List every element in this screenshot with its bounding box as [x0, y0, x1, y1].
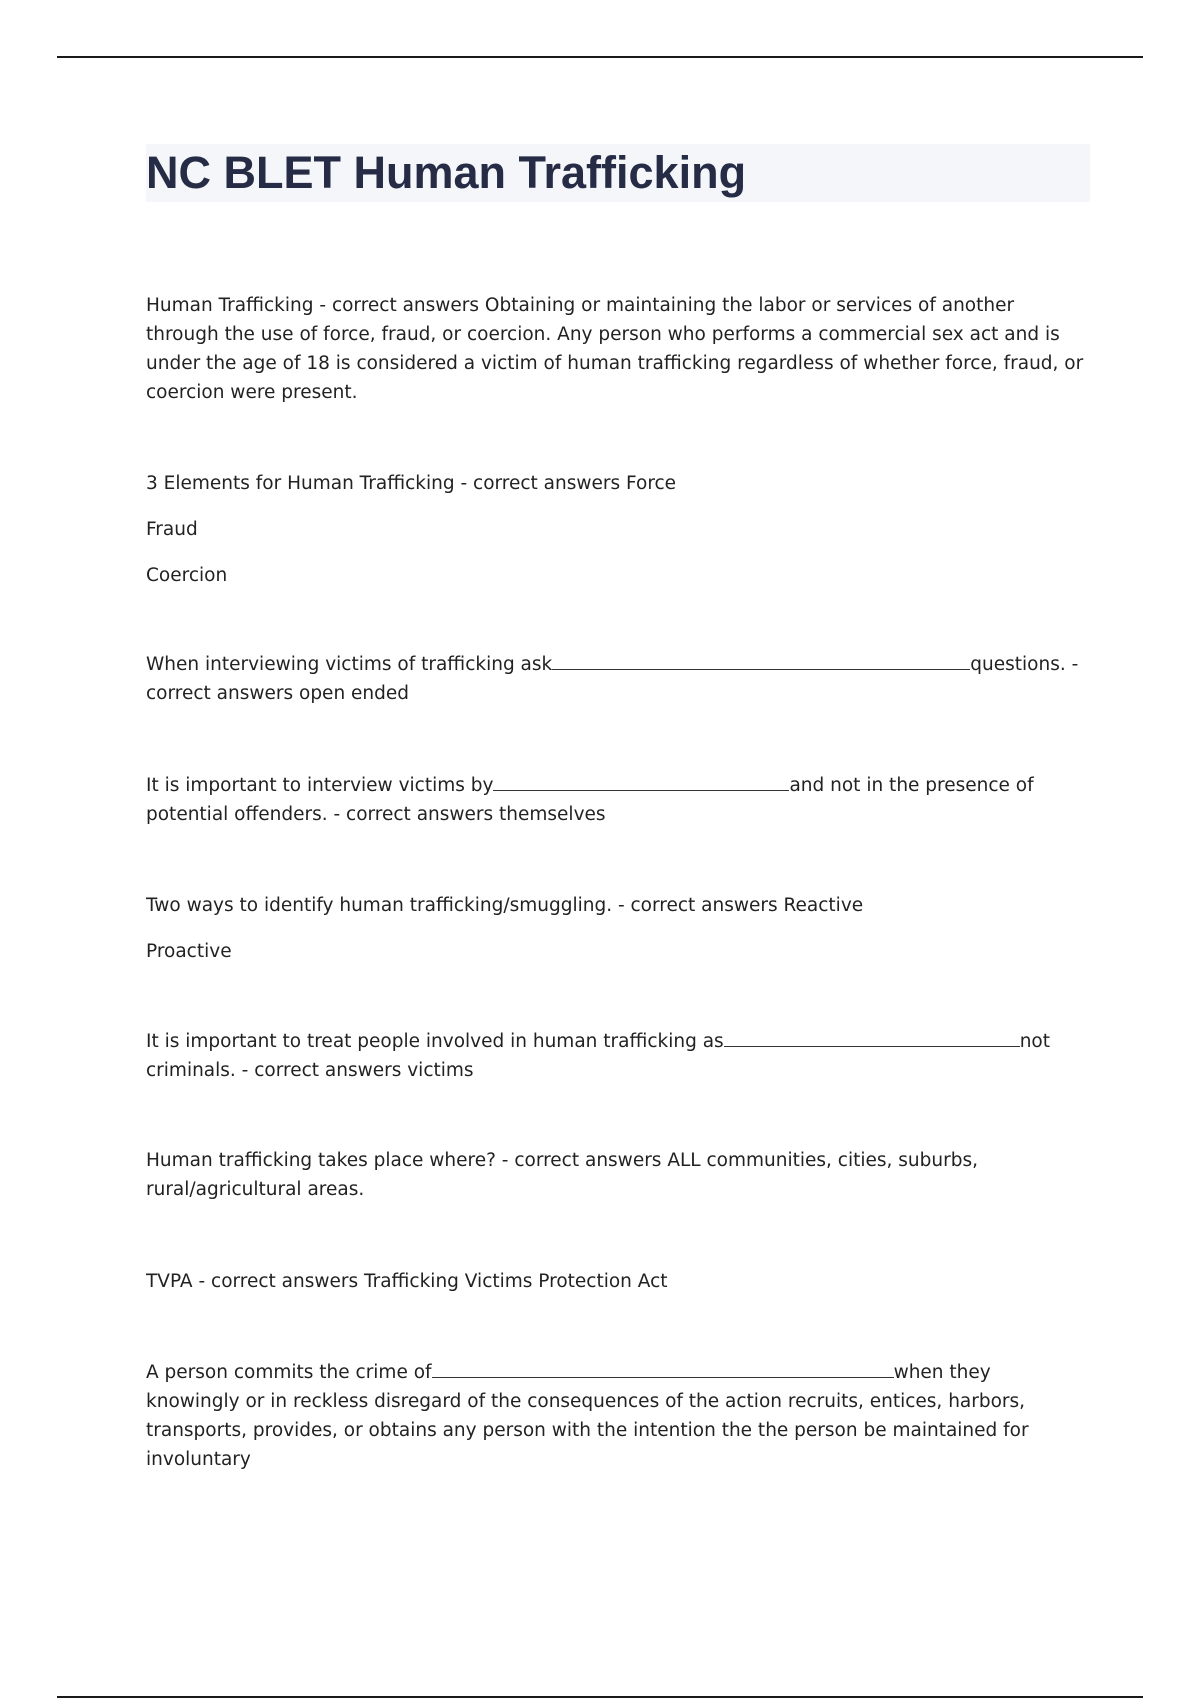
qa-text-before: A person commits the crime of	[146, 1362, 432, 1383]
qa-text: TVPA - correct answers Trafficking Victims Protection Act	[146, 1271, 668, 1292]
qa-extra-line: Coercion	[146, 565, 228, 586]
qa-item	[146, 291, 1090, 407]
qa-text: Two ways to identify human trafficking/smuggling. - correct answers Reactive	[146, 895, 864, 916]
qa-text-after: and not in the presence of potential offenders. - correct answers themselves	[146, 775, 1034, 825]
qa-item	[146, 1146, 1090, 1204]
qa-item	[146, 771, 1090, 829]
qa-text: Human trafficking takes place where? - correct answers ALL communities, cities, suburbs, rural/agricultural areas.	[146, 1150, 978, 1200]
qa-item	[146, 1027, 1090, 1085]
qa-text-after: not criminals. - correct answers victims	[146, 1031, 1051, 1081]
answer-blank	[724, 1045, 1020, 1047]
qa-text	[146, 650, 1090, 708]
qa-item	[146, 1358, 1090, 1474]
qa-text	[146, 1358, 1090, 1474]
qa-text: 3 Elements for Human Trafficking - correct answers Force	[146, 473, 677, 494]
document-title: NC BLET Human Trafficking	[146, 147, 747, 198]
qa-extra-line: Fraud	[146, 519, 198, 540]
qa-text-after: when they knowingly or in reckless disregard of the consequences of the action recruits, entices, harbors, transports, provides, or obtains any person with the intention the the person be maintained for involuntary	[146, 1362, 1029, 1470]
qa-text-before: It is important to interview victims by	[146, 775, 494, 796]
bottom-rule	[57, 1696, 1143, 1698]
title-band	[146, 144, 1090, 202]
qa-text	[146, 1027, 1090, 1085]
qa-text-after: questions. - correct answers open ended	[146, 654, 1079, 704]
qa-item	[146, 1267, 1090, 1296]
answer-blank	[493, 789, 789, 791]
document-body	[146, 144, 1090, 1470]
answer-blank	[552, 668, 970, 670]
qa-text	[146, 771, 1090, 829]
qa-item	[146, 469, 1090, 590]
qa-item	[146, 650, 1090, 708]
qa-text-before: It is important to treat people involved in human trafficking as	[146, 1031, 724, 1052]
qa-item	[146, 891, 1090, 966]
qa-text: Human Trafficking - correct answers Obtaining or maintaining the labor or services of another through the use of force, fraud, or coercion. Any person who performs a commercial sex act and is under the age of 18 is considered a victim of human trafficking regardless of whether force, fraud, or coercion were present.	[146, 295, 1084, 403]
top-rule	[57, 56, 1143, 58]
qa-text-before: When interviewing victims of trafficking ask	[146, 654, 553, 675]
answer-blank	[432, 1376, 894, 1378]
qa-extra-line: Proactive	[146, 941, 232, 962]
